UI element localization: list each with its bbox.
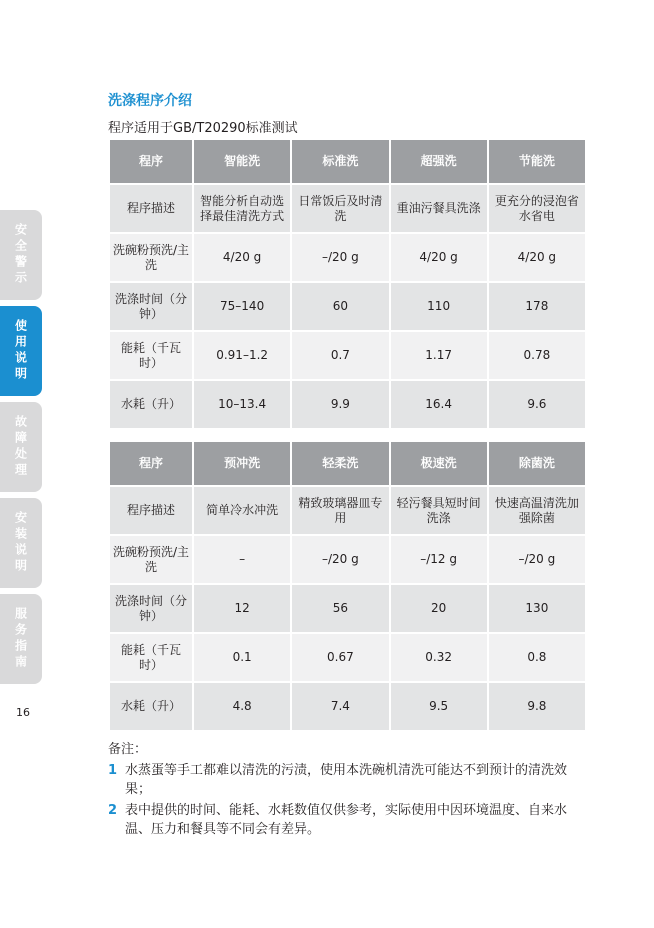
table-cell: 4/20 g bbox=[390, 233, 488, 282]
table-cell: 0.32 bbox=[390, 633, 488, 682]
table-cell: 110 bbox=[390, 282, 488, 331]
table-row bbox=[109, 233, 586, 282]
header-cell: 除菌洗 bbox=[488, 441, 586, 486]
table-row bbox=[109, 535, 586, 584]
side-tab-label: 安装说明 bbox=[13, 511, 28, 575]
header-cell: 极速洗 bbox=[390, 441, 488, 486]
notes bbox=[108, 740, 588, 839]
header-cell: 程序 bbox=[109, 441, 193, 486]
table-cell: 56 bbox=[291, 584, 389, 633]
table-cell: –/20 g bbox=[291, 233, 389, 282]
table-cell: 更充分的浸泡省水省电 bbox=[488, 184, 586, 233]
table-cell: 10–13.4 bbox=[193, 380, 291, 429]
table-cell: 0.67 bbox=[291, 633, 389, 682]
row-label: 程序描述 bbox=[109, 184, 193, 233]
side-tab-label: 使用说明 bbox=[13, 319, 28, 383]
table-row bbox=[109, 682, 586, 731]
table-cell: – bbox=[193, 535, 291, 584]
table-cell: 75–140 bbox=[193, 282, 291, 331]
table-cell: 0.8 bbox=[488, 633, 586, 682]
side-tab-safety[interactable] bbox=[0, 210, 42, 300]
section-title: 洗涤程序介绍 bbox=[108, 93, 192, 109]
table-cell: 9.5 bbox=[390, 682, 488, 731]
table-row bbox=[109, 633, 586, 682]
note-item bbox=[108, 801, 588, 839]
side-tab-service[interactable] bbox=[0, 594, 42, 684]
side-tab-label: 故障处理 bbox=[13, 415, 28, 479]
table-cell: 智能分析自动选择最佳清洗方式 bbox=[193, 184, 291, 233]
table-cell: 9.6 bbox=[488, 380, 586, 429]
table-row bbox=[109, 486, 586, 535]
table-cell: –/12 g bbox=[390, 535, 488, 584]
side-tab-usage[interactable] bbox=[0, 306, 42, 396]
side-navigation bbox=[0, 210, 42, 690]
table-cell: 9.8 bbox=[488, 682, 586, 731]
table-row bbox=[109, 331, 586, 380]
table-row bbox=[109, 380, 586, 429]
note-text: 表中提供的时间、能耗、水耗数值仅供参考，实际使用中因环境温度、自来水温、压力和餐具等不同会有差异。 bbox=[125, 803, 568, 837]
row-label: 程序描述 bbox=[109, 486, 193, 535]
table-cell: 178 bbox=[488, 282, 586, 331]
table-cell: 1.17 bbox=[390, 331, 488, 380]
side-tab-installation[interactable] bbox=[0, 498, 42, 588]
table-row bbox=[109, 282, 586, 331]
row-label: 水耗（升） bbox=[109, 380, 193, 429]
header-cell: 程序 bbox=[109, 139, 193, 184]
side-tab-troubleshooting[interactable] bbox=[0, 402, 42, 492]
header-cell: 智能洗 bbox=[193, 139, 291, 184]
table-cell: 16.4 bbox=[390, 380, 488, 429]
row-label: 洗涤时间（分钟） bbox=[109, 584, 193, 633]
table-header-row bbox=[109, 441, 586, 486]
side-tab-label: 安全警示 bbox=[13, 223, 28, 287]
table-cell: 重油污餐具洗涤 bbox=[390, 184, 488, 233]
header-cell: 预冲洗 bbox=[193, 441, 291, 486]
table-cell: –/20 g bbox=[291, 535, 389, 584]
table-cell: 0.1 bbox=[193, 633, 291, 682]
table-cell: 4.8 bbox=[193, 682, 291, 731]
table-cell: 4/20 g bbox=[488, 233, 586, 282]
table-cell: 日常饭后及时清洗 bbox=[291, 184, 389, 233]
row-label: 能耗（千瓦时） bbox=[109, 633, 193, 682]
table-cell: 0.7 bbox=[291, 331, 389, 380]
table-cell: 60 bbox=[291, 282, 389, 331]
table-cell: 130 bbox=[488, 584, 586, 633]
section-subtitle: 程序适用于GB/T20290标准测试 bbox=[108, 121, 298, 136]
page-number: 16 bbox=[16, 706, 30, 719]
side-tab-label: 服务指南 bbox=[13, 607, 28, 671]
table-cell: 精致玻璃器皿专用 bbox=[291, 486, 389, 535]
table-cell: 12 bbox=[193, 584, 291, 633]
header-cell: 超强洗 bbox=[390, 139, 488, 184]
row-label: 洗碗粉预洗/主洗 bbox=[109, 233, 193, 282]
table-row bbox=[109, 184, 586, 233]
notes-heading: 备注： bbox=[108, 742, 148, 757]
table-row bbox=[109, 584, 586, 633]
program-table-1 bbox=[108, 138, 587, 430]
row-label: 水耗（升） bbox=[109, 682, 193, 731]
header-cell: 标准洗 bbox=[291, 139, 389, 184]
note-item bbox=[108, 761, 588, 799]
table-cell: 0.91–1.2 bbox=[193, 331, 291, 380]
note-text: 水蒸蛋等手工都难以清洗的污渍，使用本洗碗机清洗可能达不到预计的清洗效果； bbox=[125, 763, 568, 797]
header-cell: 轻柔洗 bbox=[291, 441, 389, 486]
note-number: 2 bbox=[108, 803, 118, 818]
table-header-row bbox=[109, 139, 586, 184]
header-cell: 节能洗 bbox=[488, 139, 586, 184]
table-cell: 4/20 g bbox=[193, 233, 291, 282]
note-number: 1 bbox=[108, 763, 118, 778]
table-cell: 7.4 bbox=[291, 682, 389, 731]
table-cell: –/20 g bbox=[488, 535, 586, 584]
table-cell: 9.9 bbox=[291, 380, 389, 429]
row-label: 能耗（千瓦时） bbox=[109, 331, 193, 380]
row-label: 洗碗粉预洗/主洗 bbox=[109, 535, 193, 584]
table-cell: 轻污餐具短时间洗涤 bbox=[390, 486, 488, 535]
row-label: 洗涤时间（分钟） bbox=[109, 282, 193, 331]
table-cell: 快速高温清洗加强除菌 bbox=[488, 486, 586, 535]
program-table-2 bbox=[108, 440, 587, 732]
table-cell: 简单冷水冲洗 bbox=[193, 486, 291, 535]
table-cell: 0.78 bbox=[488, 331, 586, 380]
table-cell: 20 bbox=[390, 584, 488, 633]
